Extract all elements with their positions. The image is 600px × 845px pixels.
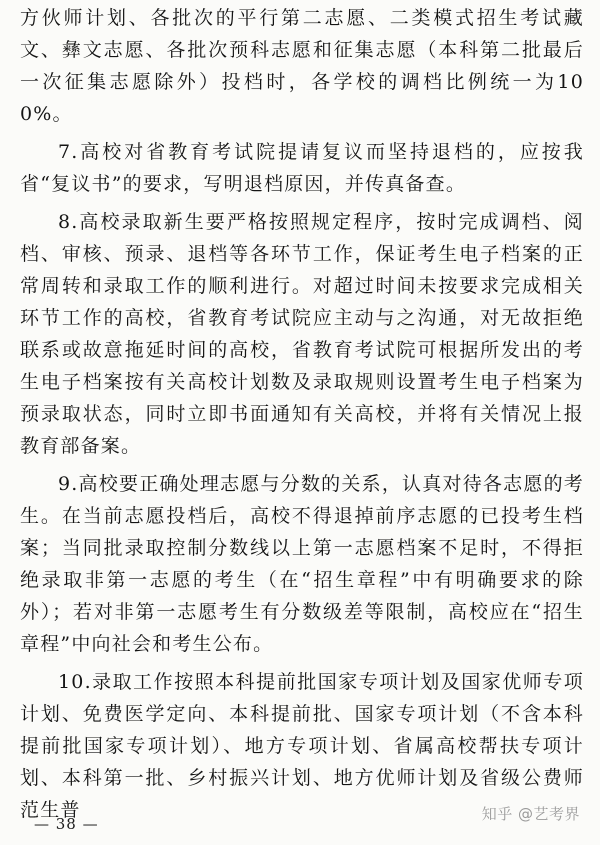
paragraph-10: 10.录取工作按照本科提前批国家专项计划及国家优师专项计划、免费医学定向、本科提前批、国家专项计划（不含本科提前批国家专项计划）、地方专项计划、省属高校帮扶专项计划、本科第一批、乡村振兴计划、地方优师计划及省级公费师范生普	[20, 671, 584, 821]
watermark: 知乎 @艺考界	[481, 805, 580, 823]
paragraph-continued: 方伙师计划、各批次的平行第二志愿、二类模式招生考试藏文、彝文志愿、各批次预科志愿和征集志愿（本科第二批最后一次征集志愿除外）投档时，各学校的调档比例统一为100%。	[20, 7, 584, 125]
paragraph-7: 7.高校对省教育考试院提请复议而坚持退档的，应按我省“复议书”的要求，写明退档原因，并传真备查。	[20, 141, 584, 195]
paragraph-8: 8.高校录取新生要严格按照规定程序，按时完成调档、阅档、审核、预录、退档等各环节工作，保证考生电子档案的正常周转和录取工作的顺利进行。对超过时间未按要求完成相关环节工作的高校，省教育考试院应主动与之沟通，对无故拒绝联系或故意拖延时间的高校，省教育考试院可根据所发出的考生电子档案按有关高校计划数及录取规则设置考生电子档案为预录取状态，同时立即书面通知有关高校，并将有关情况上报教育部备案。	[20, 211, 584, 457]
page-number: — 38 —	[34, 815, 99, 833]
document-body	[20, 2, 584, 826]
paragraph-9: 9.高校要正确处理志愿与分数的关系，认真对待各志愿的考生。在当前志愿投档后，高校不得退掉前序志愿的已投考生档案；当同批录取控制分数线以上第一志愿档案不足时，不得拒绝录取非第一志愿的考生（在“招生章程”中有明确要求的除外）；若对非第一志愿考生有分数级差等限制，高校应在“招生章程”中向社会和考生公布。	[20, 473, 584, 655]
